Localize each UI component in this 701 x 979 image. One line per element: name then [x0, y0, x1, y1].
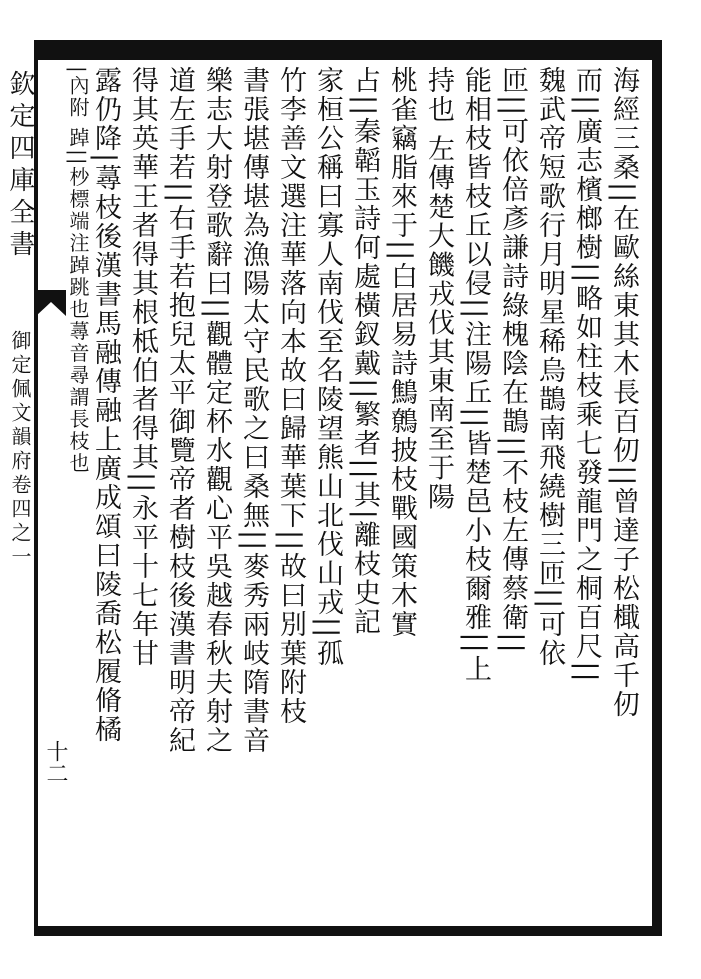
text-column: 桃雀竊脂來于||白居易詩鷦鷯披枝戰國策木實 [386, 66, 417, 640]
text-column: 樂志大射登歌辭曰||觀體定杯水觀心平吳越春秋夫射之 [201, 66, 232, 756]
text-column: 得其英華王者得其根柢伯者得其||永平十七年甘 [127, 66, 158, 669]
fishtail-mark-icon [36, 290, 66, 316]
text-column: 持也 左傳楚大饑戎伐其東南至于陽 [423, 66, 454, 512]
text-column: 竹李善文選注華落向本故曰歸華葉下||故曰別葉附枝 [275, 66, 306, 727]
bottom-border-band [34, 926, 662, 936]
book-title: 欽定四庫全書 [5, 70, 35, 262]
text-column: 而||廣志檳榔樹||略如柱枝乘七發龍門之桐百尺|| [571, 66, 602, 684]
text-column: 匝||可依倍彥謙詩綠槐陰在鵲||不枝左傳蔡衛|| [497, 66, 528, 655]
text-column: 占||秦韜玉詩何處橫釵戴||繁者||其|離枝史記 [349, 66, 380, 637]
text-column: 能相枝皆枝丘以侵||注陽丘||皆楚邑小枝爾雅||上 [460, 66, 491, 684]
book-subtitle: 御定佩文韻府卷四之一 [8, 330, 32, 570]
text-column: 露仍降|蕁枝後漢書馬融傳融上廣成頌曰陵喬松履脩橘 [90, 66, 121, 745]
text-column: 書張堪傳堪為漁陽太守民歌之曰桑無||麥秀兩岐隋書音 [238, 66, 269, 756]
text-column: 道左手若||右手若抱兒太平御覽帝者樹枝後漢書明帝紀 [164, 66, 195, 756]
page-number: 十二 [43, 740, 68, 784]
text-column: 家桓公稱曰寡人南伐至名陵望熊山北伐山戎||孤 [312, 66, 343, 669]
text-column: 魏武帝短歌行月明星稀烏鵲南飛繞樹三匝||可依 [534, 66, 565, 669]
text-column: |內附 踔||杪標端注踔跳也蕁音尋謂長枝也 [66, 66, 90, 475]
text-column: 海經三桑||在歐絲東其木長百仞||曾達子松檝高千仞 [608, 66, 639, 720]
right-border-band [652, 40, 662, 936]
